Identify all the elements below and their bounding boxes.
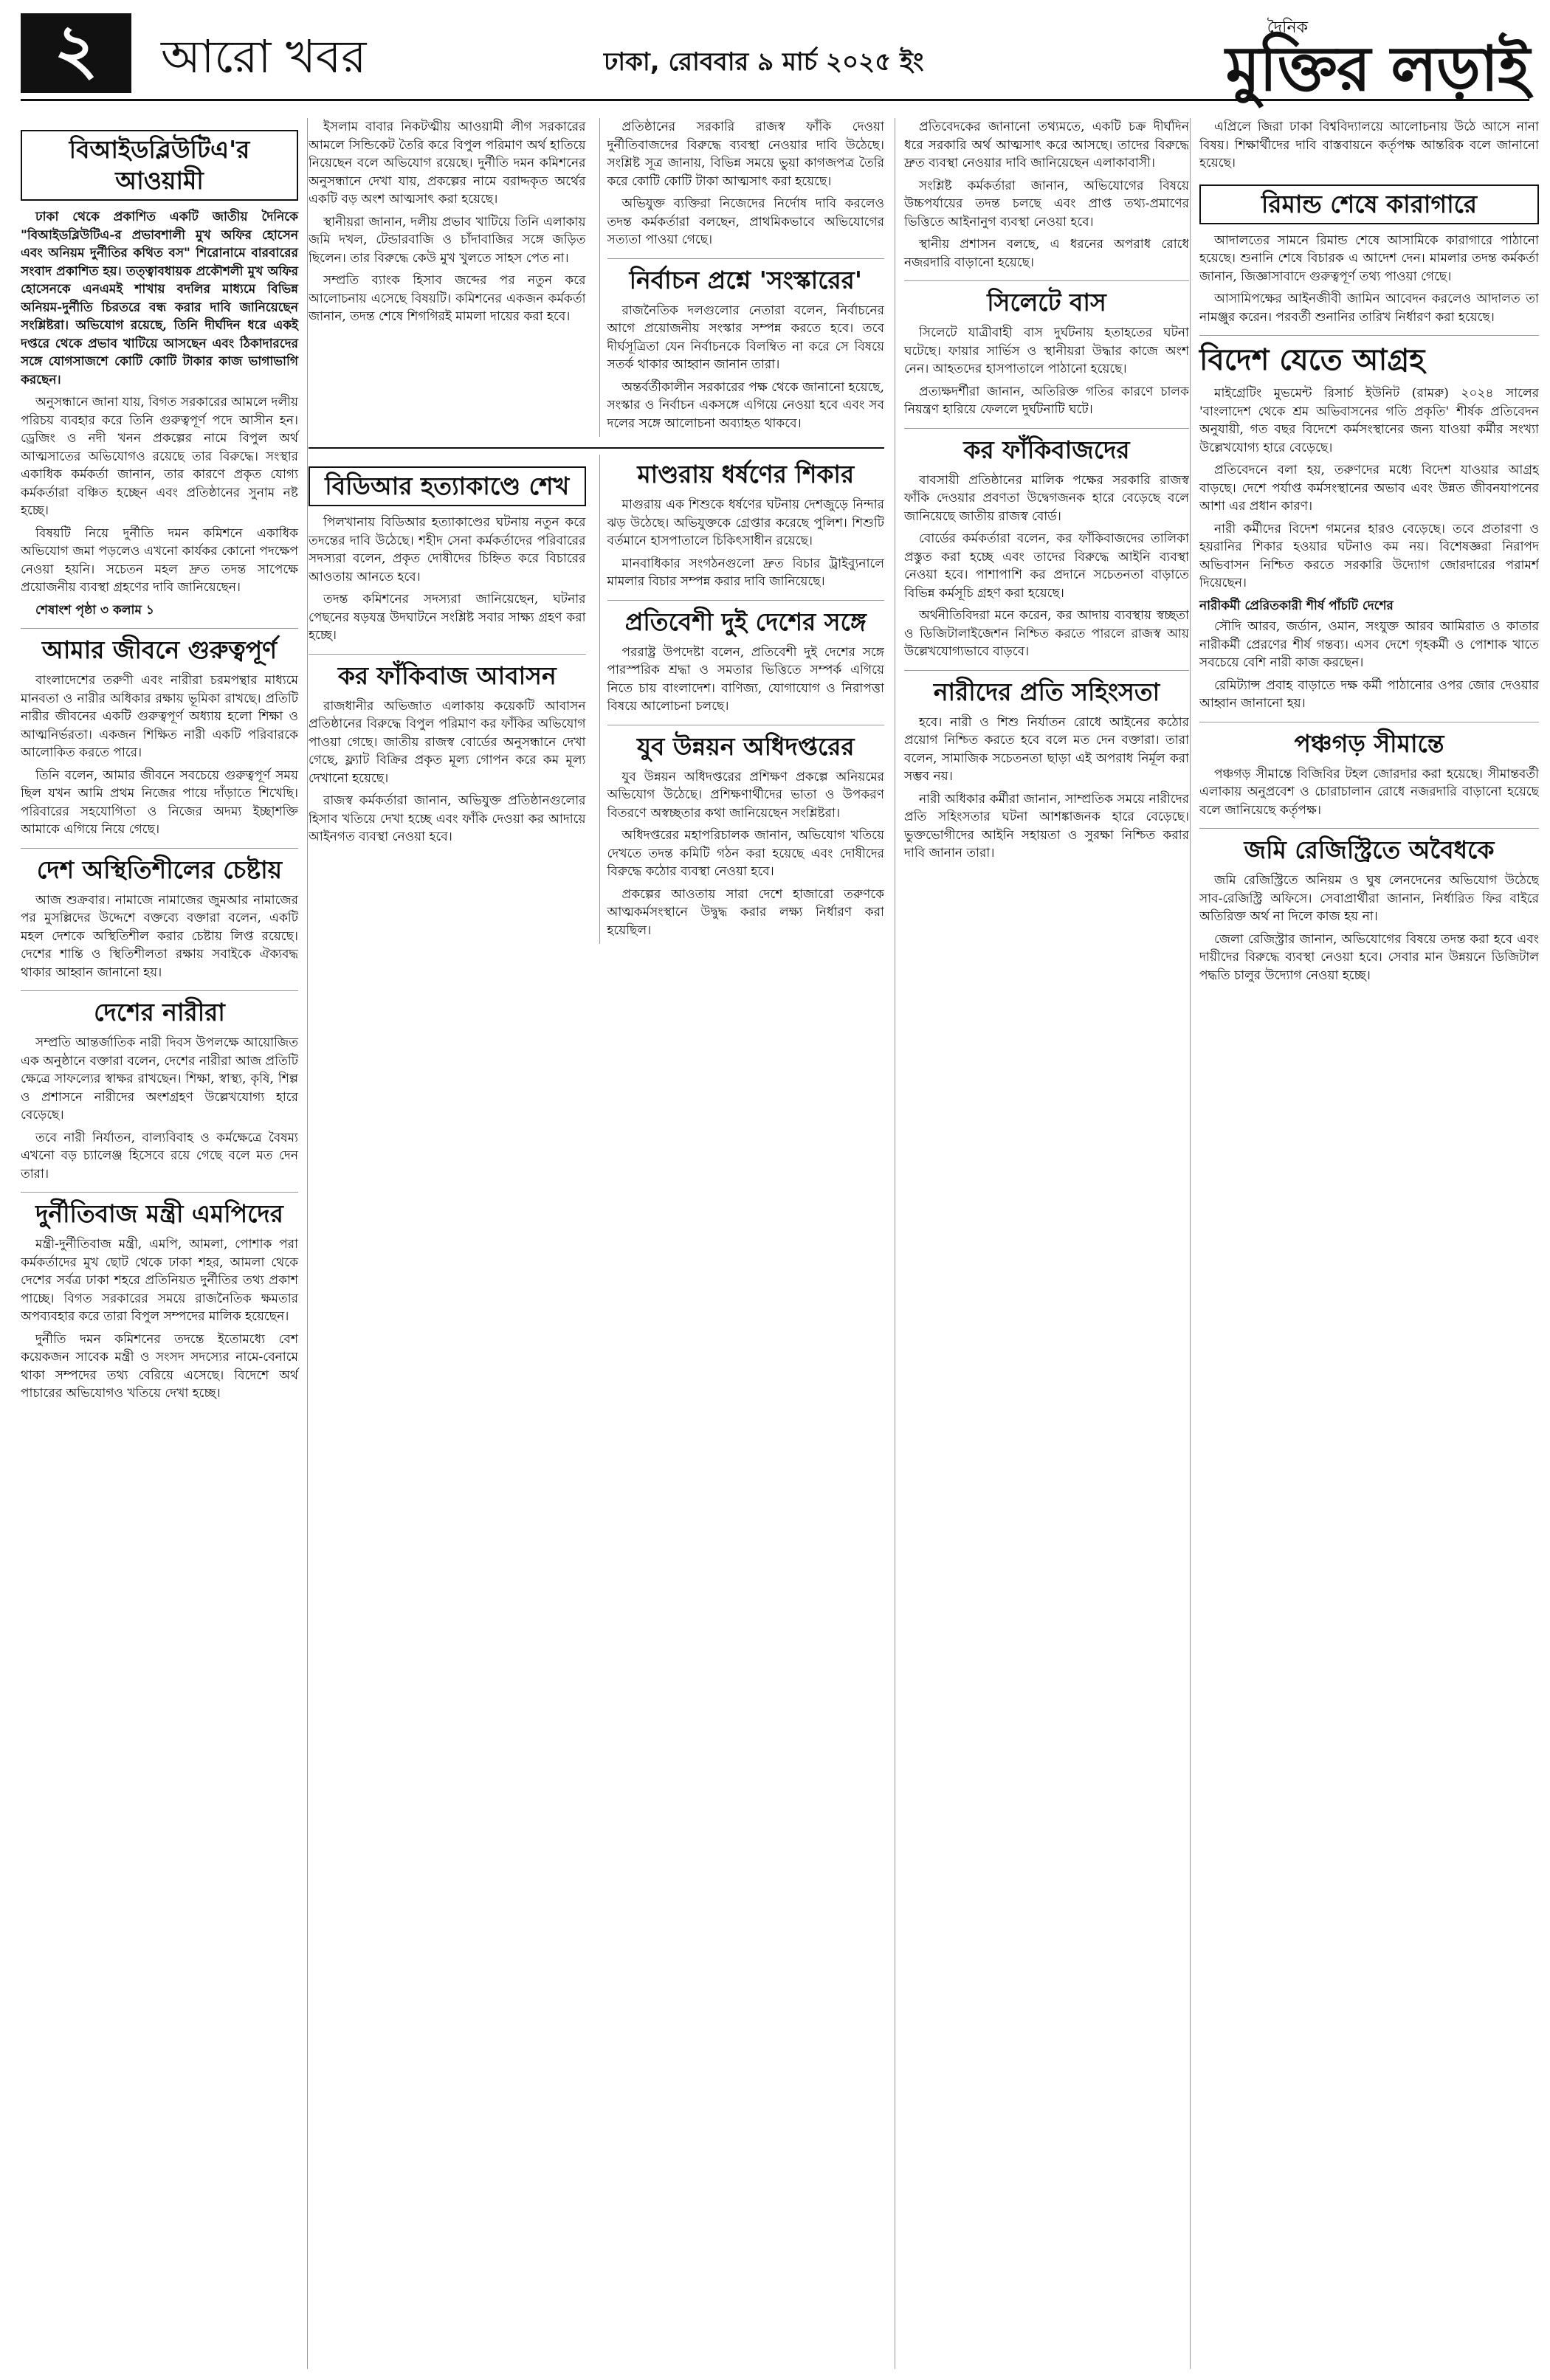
article-paragraph: আদালতের সামনে রিমান্ড শেষে আসামিকে কারাগারে পাঠানো হয়েছে। শুনানি শেষে বিচারক এ আদেশ দেন। মামলার তদন্ত কর্মকর্তা জানান, জিজ্ঞাসাবাদে গুরুত্বপূর্ণ তথ্য পাওয়া গেছে।: [1199, 232, 1539, 284]
article-paragraph: নারী কর্মীদের বিদেশ গমনের হারও বেড়েছে। তবে প্রতারণা ও হয়রানির শিকার হওয়ার ঘটনাও কম নয়। বিশেষজ্ঞরা নিরাপদ অভিবাসন নিশ্চিত করতে সরকারি উদ্যোগ জোরদারের পরামর্শ দিয়েছেন।: [1199, 521, 1539, 590]
headline: প্রতিবেশী দুই দেশের সঙ্গে: [624, 607, 867, 636]
article-paragraph: পররাষ্ট্র উপদেষ্টা বলেন, প্রতিবেশী দুই দেশের সঙ্গে পারস্পরিক শ্রদ্ধা ও সমতার ভিত্তিতে সম্পর্ক এগিয়ে নিতে চায় বাংলাদেশ। বাণিজ্য, যোগাযোগ ও নিরাপত্তা বিষয়ে আলোচনা চলছে।: [607, 644, 884, 714]
article-paragraph: সৌদি আরব, জর্ডান, ওমান, সংযুক্ত আরব আমিরাত ও কাতার নারীকর্মী প্রেরণের শীর্ষ গন্তব্য। এসব দেশে গৃহকর্মী ও পোশাক খাতে সবচেয়ে বেশি নারী কাজ করছেন।: [1199, 619, 1539, 670]
headline: দেশ অস্থিতিশীলের চেষ্টায়: [36, 855, 283, 884]
divider: [21, 848, 298, 849]
article-paragraph: সংশ্লিষ্ট কর্মকর্তারা জানান, অভিযোগের বিষয়ে উচ্চপর্যায়ের তদন্ত চলছে এবং প্রাপ্ত তথ্য-প্রমাণের ভিত্তিতে আইনানুগ ব্যবস্থা নেওয়া হবে।: [904, 178, 1189, 230]
divider: [607, 258, 885, 259]
article-paragraph: প্রতিষ্ঠানের সরকারি রাজস্ব ফাঁকি দেওয়া দুর্নীতিবাজদের বিরুদ্ধে ব্যবস্থা নেওয়ার দাবি উঠেছে। সংশ্লিষ্ট সূত্র জানায়, বিভিন্ন সময়ে ভুয়া কাগজপত্র তৈরি করে কোটি কোটি টাকা আত্মসাৎ করা হয়েছে।: [607, 120, 884, 189]
column-2: [309, 118, 884, 2369]
article-paragraph: যুব উন্নয়ন অধিদপ্তরের প্রশিক্ষণ প্রকল্পে অনিয়মের অভিযোগ উঠেছে। প্রশিক্ষণার্থীদের ভাতা ও উপকরণ বিতরণে অস্বচ্ছতার কথা জানিয়েছেন সংশ্লিষ্টরা।: [607, 769, 884, 821]
divider: [309, 447, 884, 449]
headline: আমার জীবনে গুরুত্বপূর্ণ: [41, 635, 278, 664]
article-paragraph: সম্প্রতি ব্যাংক হিসাব জব্দের পর নতুন করে আলোচনায় এসেছে বিষয়টি। কমিশনের একজন কর্মকর্তা জানান, তদন্ত শেষে শিগগিরই মামলা দায়ের করা হবে।: [309, 273, 586, 324]
sub-columns: [309, 118, 884, 437]
headline: দুর্নীতিবাজ মন্ত্রী এমপিদের: [35, 1199, 283, 1228]
article-paragraph: জেলা রেজিস্ট্রার জানান, অভিযোগের বিষয়ে তদন্ত করা হবে এবং দায়ীদের বিরুদ্ধে ব্যবস্থা নেওয়া হবে। সেবার মান উন্নয়নে ডিজিটাল পদ্ধতি চালুর উদ্যোগ নেওয়া হচ্ছে।: [1199, 931, 1539, 983]
divider: [21, 1192, 298, 1193]
article-paragraph: তিনি বলেন, আমার জীবনে সবচেয়ে গুরুত্বপূর্ণ সময় ছিল যখন আমি প্রথম নিজের পায়ে দাঁড়াতে শিখেছি। পরিবারের সহযোগিতা ও নিজের অদম্য ইচ্ছাশক্তি আমাকে এগিয়ে নিয়ে গেছে।: [21, 768, 298, 837]
article-paragraph: স্থানীয়রা জানান, দলীয় প্রভাব খাটিয়ে তিনি এলাকায় জমি দখল, টেন্ডারবাজি ও চাঁদাবাজির সঙ্গে জড়িত ছিলেন। তার বিরুদ্ধে কেউ মুখ খুলতে সাহস পেত না।: [309, 214, 586, 266]
article-paragraph: মাইগ্রেটিং মুভমেন্ট রিসার্চ ইউনিট (রামরু) ২০২৪ সালের 'বাংলাদেশ থেকে শ্রম অভিবাসনের গতি প্রকৃতি' শীর্ষক প্রতিবেদন অনুযায়ী, গত বছর বিদেশে কর্মসংস্থানের জন্য যাওয়া কর্মীর সংখ্যা উল্লেখযোগ্য হারে বেড়েছে।: [1199, 386, 1539, 455]
article-paragraph: জমি রেজিস্ট্রিতে অনিয়ম ও ঘুষ লেনদেনের অভিযোগ উঠেছে সাব-রেজিস্ট্রি অফিসে। সেবাপ্রার্থীরা জানান, নির্ধারিত ফির বাইরে অতিরিক্ত অর্থ না দিলে কাজ হয় না।: [1199, 873, 1539, 924]
article-paragraph: অধিদপ্তরের মহাপরিচালক জানান, অভিযোগ খতিয়ে দেখতে তদন্ত কমিটি গঠন করা হয়েছে এবং দোষীদের বিরুদ্ধে কঠোর ব্যবস্থা নেওয়া হবে।: [607, 828, 884, 879]
headline: যুব উন্নয়ন অধিদপ্তরের: [636, 731, 855, 761]
article-paragraph: অনুসন্ধানে জানা যায়, বিগত সরকারের আমলে দলীয় পরিচয় ব্যবহার করে তিনি গুরুত্বপূর্ণ পদে আসীন হন। ড্রেজিং ও নদী খনন প্রকল্পের নামে বিপুল অর্থ আত্মসাতের অভিযোগও রয়েছে তার বিরুদ্ধে। সংস্থার একাধিক কর্মকর্তা জানান, তার কারণে প্রকৃত যোগ্য কর্মকর্তারা বঞ্চিত হচ্ছেন এবং প্রতিষ্ঠানের সুনাম নষ্ট হচ্ছে।: [21, 395, 298, 518]
headline: মাণ্ডরায় ধর্ষণের শিকার: [637, 460, 855, 489]
article-paragraph: সম্প্রতি আন্তর্জাতিক নারী দিবস উপলক্ষে আয়োজিত এক অনুষ্ঠানে বক্তারা বলেন, দেশের নারীরা আজ প্রতিটি ক্ষেত্রে সাফল্যের স্বাক্ষর রাখছেন। শিক্ষা, স্বাস্থ্য, কৃষি, শিল্প ও প্রশাসনে নারীদের অংশগ্রহণ উল্লেখযোগ্য হারে বেড়েছে।: [21, 1035, 298, 1122]
article-paragraph: মন্ত্রী-দুর্নীতিবাজ মন্ত্রী, এমপি, আমলা, পোশাক পরা কর্মকর্তাদের মুখ ছোট থেকে ঢাকা শহর, আমলা থেকে দেশের সর্বত্র ঢাকা শহরে প্রতিনিয়ত দুর্নীতির তথ্য প্রকাশ পাচ্ছে। বিগত সরকারের সময়ে রাজনৈতিক ক্ষমতার অপব্যবহার করে তারা বিপুল সম্পদের মালিক হয়েছেন।: [21, 1237, 298, 1324]
article-paragraph: প্রত্যক্ষদর্শীরা জানান, অতিরিক্ত গতির কারণে চালক নিয়ন্ত্রণ হারিয়ে ফেললে দুর্ঘটনাটি ঘটে।: [904, 384, 1189, 417]
column-1: [21, 118, 308, 2369]
continuation-note: শেষাংশ পৃষ্ঠা ৩ কলাম ১: [35, 602, 154, 618]
article-paragraph: রেমিট্যান্স প্রবাহ বাড়াতে দক্ষ কর্মী পাঠানোর ওপর জোর দেওয়ার আহ্বান জানানো হয়।: [1199, 677, 1539, 711]
headline: বিআইডব্লিউটিএ'র আওয়ামী: [21, 130, 298, 201]
article-paragraph: ইসলাম বাবার নিকটত্মীয় আওয়ামী লীগ সরকারের আমলে সিন্ডিকেট তৈরি করে বিপুল পরিমাণ অর্থ হাতিয়ে নিয়েছেন বলে অভিযোগ রয়েছে। দুর্নীতি দমন কমিশনের অনুসন্ধানে দেখা যায়, প্রকল্পের নামে বরাদ্দকৃত অর্থের একটি বড় অংশ আত্মসাৎ করা হয়েছে।: [309, 120, 586, 207]
article-paragraph: অন্তর্বর্তীকালীন সরকারের পক্ষ থেকে জানানো হয়েছে, সংস্কার ও নির্বাচন একসঙ্গে এগিয়ে নেওয়া হবে এবং সব দলের সঙ্গে আলোচনা অব্যাহত থাকবে।: [607, 379, 884, 431]
page-number: ২: [21, 13, 131, 93]
article-paragraph: আজ শুক্রবার। নামাজে নামাজের জুমআর নামাজের পর মুসল্লিদের উদ্দেশে বক্তব্যে বক্তারা বলেন, একটি মহল দেশকে অস্থিতিশীল করার চেষ্টায় লিপ্ত রয়েছে। দেশের শান্তি ও স্থিতিশীলতা রক্ষায় সবাইকে ঐক্যবদ্ধ থাকার আহ্বান জানানো হয়।: [21, 892, 298, 980]
sub-column-left: [309, 118, 586, 437]
column-3: [895, 118, 1189, 2369]
divider: [1199, 828, 1539, 829]
section-name: আরো খবর: [161, 30, 367, 83]
article-paragraph: তবে নারী নির্যাতন, বাল্যবিবাহ ও কর্মক্ষেত্রে বৈষম্য এখনো বড় চ্যালেঞ্জ হিসেবে রয়ে গেছে বলে মত দেন তারা।: [21, 1130, 298, 1182]
article-paragraph: হবে। নারী ও শিশু নির্যাতন রোধে আইনের কঠোর প্রয়োগ নিশ্চিত করতে হবে বলে মত দেন বক্তারা। তারা বলেন, সামাজিক সচেতনতা ছাড়া এই অপরাধ নির্মূল করা সম্ভব নয়।: [904, 714, 1189, 784]
divider: [904, 428, 1189, 429]
headline: জমি রেজিস্ট্রিতে অবৈধকে: [1244, 835, 1495, 864]
sub-column-right: [599, 455, 885, 944]
article-paragraph: পঞ্চগড় সীমান্তে বিজিবির টহল জোরদার করা হয়েছে। সীমান্তবর্তী এলাকায় অনুপ্রবেশ ও চোরাচালান রোধে নজরদারি বাড়ানো হয়েছে বলে জানিয়েছে কর্তৃপক্ষ।: [1199, 766, 1539, 818]
headline: নারীদের প্রতি সহিংসতা: [933, 677, 1160, 706]
article-paragraph: দুর্নীতি দমন কমিশনের তদন্তে ইতোমধ্যে বেশ কয়েকজন সাবেক মন্ত্রী ও সংসদ সদস্যের নামে-বেনামে থাকা সম্পদের তথ্য বেরিয়ে এসেছে। বিদেশে অর্থ পাচারের অভিযোগও খতিয়ে দেখা হচ্ছে।: [21, 1331, 298, 1401]
article-paragraph: প্রকল্পের আওতায় সারা দেশে হাজারো তরুণকে আত্মকর্মসংস্থানে উদ্বুদ্ধ করার লক্ষ্য নির্ধারণ করা হয়েছিল।: [607, 886, 884, 938]
article-paragraph: মানবাধিকার সংগঠনগুলো দ্রুত বিচার ট্রাইব্যুনালে মামলার বিচার সম্পন্ন করার দাবি জানিয়েছে।: [607, 556, 884, 589]
article-paragraph: পিলখানায় বিডিআর হত্যাকাণ্ডের ঘটনায় নতুন করে তদন্তের দাবি উঠেছে। শহীদ সেনা কর্মকর্তাদের পরিবারের সদস্যরা বলেন, প্রকৃত দোষীদের চিহ্নিত করে বিচারের আওতায় আনতে হবে।: [309, 515, 586, 584]
article-paragraph: বাবসায়ী প্রতিষ্ঠানের মালিক পক্ষের সরকারি রাজস্ব ফাঁকি দেওয়ার প্রবণতা উদ্বেগজনক হারে বেড়েছে বলে জানিয়েছে জাতীয় রাজস্ব বোর্ড।: [904, 472, 1189, 524]
sub-column-right: [599, 118, 885, 437]
newspaper-logo: [1212, 10, 1529, 105]
masthead: [21, 10, 1529, 105]
article-paragraph: স্থানীয় প্রশাসন বলছে, এ ধরনের অপরাধ রোধে নজরদারি বাড়ানো হয়েছে।: [904, 237, 1189, 270]
headline: পঞ্চগড় সীমান্তে: [1294, 728, 1444, 758]
headline: দেশের নারীরা: [94, 998, 225, 1027]
article-paragraph: বাংলাদেশের তরুণী এবং নারীরা চরমপন্থার মাধ্যমে মানবতা ও নারীর অধিকার রক্ষায় ভূমিকা রাখছে। প্রতিটি নারীর জীবনের একটি গুরুত্বপূর্ণ অধ্যায় হলো শিক্ষা ও আত্মনির্ভরতা। একজন শিক্ষিত নারী একটি পরিবারকে আলোকিত করতে পারে।: [21, 673, 298, 760]
article-paragraph: এপ্রিলে জিরা ঢাকা বিশ্ববিদ্যালয়ে আলোচনায় উঠে আসে নানা বিষয়। শিক্ষার্থীদের দাবি বাস্তবায়নে কর্তৃপক্ষ আন্তরিক বলে জানানো হয়েছে।: [1199, 120, 1539, 170]
headline: রিমান্ড শেষে কারাগারে: [1199, 184, 1539, 224]
divider: [21, 990, 298, 991]
column-4: [1190, 118, 1539, 2369]
divider: [607, 600, 885, 601]
headline: বিডিআর হত্যাকাণ্ডে শেখ: [309, 466, 586, 506]
headline: কর ফাঁকিবাজদের: [963, 435, 1130, 464]
sub-columns: [309, 455, 884, 944]
divider: [1199, 335, 1539, 336]
dateline: ঢাকা, রোববার ৯ মার্চ ২০২৫ ইং: [604, 47, 924, 77]
headline: সিলেটে বাস: [987, 288, 1106, 317]
divider: [309, 654, 586, 655]
article-paragraph: ঢাকা থেকে প্রকাশিত একটি জাতীয় দৈনিকে "বিআইডব্লিউটিএ-র প্রভাবশালী মুখ অফির হোসেন এবং অনিয়ম দুর্নীতির কথিত বস" শিরোনামে বারবারের সংবাদ প্রকাশিত হয়। তত্ত্বাবধায়ক প্রকৌশলী মুখ অফির হোসেনকে এনএমই শাখায় বদলির মাধ্যমে বিভিন্ন অনিয়ম-দুর্নীতি চিরতরে বন্ধ করার দাবি জানিয়েছেন সংশ্লিষ্টরা। অভিযোগ রয়েছে, তিনি দীর্ঘদিন ধরে একই দপ্তরে থেকে প্রভাব খাটিয়ে আসছেন এবং ঠিকাদারদের সঙ্গে যোগসাজশে কোটি কোটি টাকার কাজ ভাগাভাগি করছেন।: [21, 210, 298, 387]
divider: [904, 280, 1189, 281]
logo-prefix: দৈনিক: [1267, 18, 1308, 37]
article-paragraph: তদন্ত কমিশনের সদস্যরা জানিয়েছেন, ঘটনার পেছনের ষড়যন্ত্র উদঘাটনে সংশ্লিষ্ট সবার সাক্ষ্য গ্রহণ করা হচ্ছে।: [309, 592, 586, 643]
article-paragraph: রাজনৈতিক দলগুলোর নেতারা বলেন, নির্বাচনের আগে প্রয়োজনীয় সংস্কার সম্পন্ন করতে হবে। তবে দীর্ঘসূত্রিতা যেন নির্বাচনকে বিলম্বিত না করে সে বিষয়ে সতর্ক থাকার আহ্বান জানান তারা।: [607, 303, 884, 372]
article-paragraph: রাজস্ব কর্মকর্তারা জানান, অভিযুক্ত প্রতিষ্ঠানগুলোর হিসাব খতিয়ে দেখা হচ্ছে এবং ফাঁকি দেওয়া কর আদায়ে আইনগত ব্যবস্থা নেওয়া হবে।: [309, 793, 586, 844]
article-paragraph: বিষয়টি নিয়ে দুর্নীতি দমন কমিশনে একাধিক অভিযোগ জমা পড়লেও এখনো কার্যকর কোনো পদক্ষেপ নেওয়া হয়নি। সচেতন মহল দ্রুত তদন্ত সাপেক্ষে প্রয়োজনীয় ব্যবস্থা গ্রহণের দাবি জানিয়েছেন।: [21, 525, 298, 595]
article-paragraph: সিলেটে যাত্রীবাহী বাস দুর্ঘটনায় হতাহতের ঘটনা ঘটেছে। ফায়ার সার্ভিস ও স্থানীয়রা উদ্ধার কাজে অংশ নেন। আহতদের হাসপাতালে পাঠানো হয়েছে।: [904, 325, 1189, 376]
headline: নির্বাচন প্রশ্নে 'সংস্কারের': [629, 265, 862, 294]
headline: কর ফাঁকিবাজ আবাসন: [337, 660, 557, 690]
article-paragraph: অভিযুক্ত ব্যক্তিরা নিজেদের নির্দোষ দাবি করলেও তদন্ত কর্মকর্তারা বলছেন, প্রাথমিকভাবে অভিযোগের সত্যতা পাওয়া গেছে।: [607, 196, 884, 247]
headline: বিদেশ যেতে আগ্রহ: [1199, 343, 1425, 377]
article-paragraph: প্রতিবেদকের জানানো তথ্যমতে, একটি চক্র দীর্ঘদিন ধরে সরকারি অর্থ আত্মসাৎ করে আসছে। তাদের বিরুদ্ধে দ্রুত ব্যবস্থা নেওয়ার দাবি জানিয়েছেন এলাকাবাসী।: [904, 120, 1189, 170]
divider: [21, 628, 298, 629]
sub-column-left: [309, 455, 586, 944]
logo-name: মুক্তির লড়াই: [1225, 32, 1529, 105]
article-paragraph: মাগুরায় এক শিশুকে ধর্ষণের ঘটনায় দেশজুড়ে নিন্দার ঝড় উঠেছে। অভিযুক্তকে গ্রেপ্তার করেছে পুলিশ। শিশুটি বর্তমানে হাসপাতালে চিকিৎসাধীন রয়েছে।: [607, 497, 884, 548]
article-paragraph: বোর্ডের কর্মকর্তারা বলেন, কর ফাঁকিবাজদের তালিকা প্রস্তুত করা হচ্ছে এবং তাদের বিরুদ্ধে আইনি ব্যবস্থা নেওয়া হবে। পাশাপাশি কর প্রদানে সচেতনতা বাড়াতে বিভিন্ন কর্মসূচি গ্রহণ করা হয়েছে।: [904, 531, 1189, 601]
subheading: নারীকর্মী প্রেরিতকারী শীর্ষ পাঁচটি দেশের: [1199, 598, 1394, 613]
article-paragraph: রাজধানীর অভিজাত এলাকায় কয়েকটি আবাসন প্রতিষ্ঠানের বিরুদ্ধে বিপুল পরিমাণ কর ফাঁকির অভিযোগ পাওয়া গেছে। জাতীয় রাজস্ব বোর্ডের অনুসন্ধানে দেখা গেছে, ফ্ল্যাট বিক্রির প্রকৃত মূল্য গোপন করে কম মূল্য দেখানো হয়েছে।: [309, 698, 586, 786]
article-paragraph: প্রতিবেদনে বলা হয়, তরুণদের মধ্যে বিদেশ যাওয়ার আগ্রহ বাড়ছে। দেশে পর্যাপ্ত কর্মসংস্থানের অভাব এবং উন্নত জীবনযাপনের আশা এর প্রধান কারণ।: [1199, 463, 1539, 514]
divider: [904, 670, 1189, 671]
article-paragraph: আসামিপক্ষের আইনজীবী জামিন আবেদন করলেও আদালত তা নামঞ্জুর করেন। পরবর্তী শুনানির তারিখ নির্ধারণ করা হয়েছে।: [1199, 292, 1539, 325]
article-paragraph: অর্থনীতিবিদরা মনে করেন, কর আদায় ব্যবস্থায় স্বচ্ছতা ও ডিজিটালাইজেশন নিশ্চিত করতে পারলে রাজস্ব আয় উল্লেখযোগ্যভাবে বাড়বে।: [904, 608, 1189, 659]
article-paragraph: নারী অধিকার কর্মীরা জানান, সাম্প্রতিক সময়ে নারীদের প্রতি সহিংসতার ঘটনা আশঙ্কাজনক হারে বেড়েছে। ভুক্তভোগীদের আইনি সহায়তা ও সুরক্ষা নিশ্চিত করার দাবি জানান তারা।: [904, 791, 1189, 860]
